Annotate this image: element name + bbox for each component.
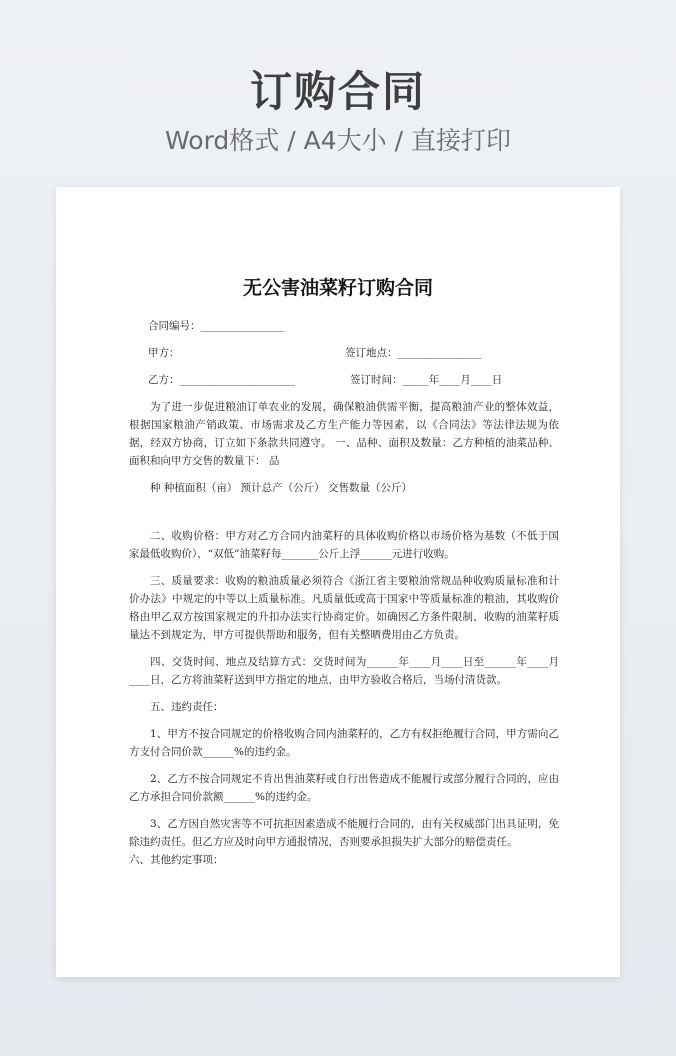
page-title: 订购合同 xyxy=(249,67,426,116)
page-subtitle: Word格式 / A4大小 / 直接打印 xyxy=(165,126,511,155)
party-b-label: 乙方：______________________ xyxy=(148,374,295,386)
contract-number-row xyxy=(129,317,559,335)
section-liability-heading: 五、违约责任： xyxy=(150,701,224,713)
party-b-row xyxy=(129,371,559,389)
section-price: 二、收购价格：甲方对乙方合同内油菜籽的具体收购价格以市场价格为基数（不低于国家最低收购价），“双低”油菜籽每_______公斤上浮______元进行收购。 xyxy=(129,530,559,560)
section-other-terms: 六、其他约定事项： xyxy=(129,854,224,866)
sign-place: 签订地点：________________ xyxy=(345,347,482,359)
liability-item-3: 3、乙方因自然灾害等不可抗拒因素造成不能履行合同的，由有关权威部门出具证明，免除违约责任。但乙方应及时向甲方通报情况，否则要承担损失扩大部分的赔偿责任。 xyxy=(129,818,559,848)
intro-paragraph: 为了进一步促进粮油订单农业的发展，确保粮油供需平衡，提高粮油产业的整体效益，根据国家粮油产销政策、市场需求及乙方生产能力等因素，以《合同法》等法律法规为依据，经双方协商，订立如下条款共同遵守。 一、品种、面积及数量：乙方种植的油菜品种、面积和向甲方交售的数量下： 品 xyxy=(129,401,559,467)
document-body xyxy=(129,317,559,869)
liability-item-1: 1、甲方不按合同规定的价格收购合同内油菜籽的，乙方有权拒绝履行合同，甲方需向乙方支付合同价款______%的违约金。 xyxy=(129,728,559,758)
crop-table-header: 种 种植面积（亩） 预计总产（公斤） 交售数量（公斤） xyxy=(150,482,413,494)
sign-time: 签订时间：_____年____月____日 xyxy=(350,374,503,386)
section-quality: 三、质量要求：收购的粮油质量必须符合《浙江省主要粮油常规品种收购质量标准和计价办法》中规定的中等以上质量标准。凡质量低或高于国家中等质量标准的粮油，其收购价格由甲乙双方按国家规定的升扣办法实行协商定价。如确因乙方条件限制，收购的油菜籽质量达不到规定为，甲方可提供帮助和服务，但有关整晒费用由乙方负责。 xyxy=(129,575,559,641)
section-delivery: 四、交货时间、地点及结算方式：交货时间为______年____月____日至______年____月____日，乙方将油菜籽送到甲方指定的地点，由甲方验收合格后，当场付清货款。 xyxy=(129,656,559,686)
party-a-label: 甲方： xyxy=(148,347,180,359)
document-page xyxy=(56,187,620,977)
contract-number: 合同编号：________________ xyxy=(148,320,285,332)
page-header xyxy=(0,62,676,158)
liability-item-2: 2、乙方不按合同规定不肯出售油菜籽或自行出售造成不能履行或部分履行合同的，应由乙方承担合同价款额______%的违约金。 xyxy=(129,773,559,803)
party-a-row xyxy=(129,344,559,362)
document-title: 无公害油菜籽订购合同 xyxy=(242,277,433,299)
